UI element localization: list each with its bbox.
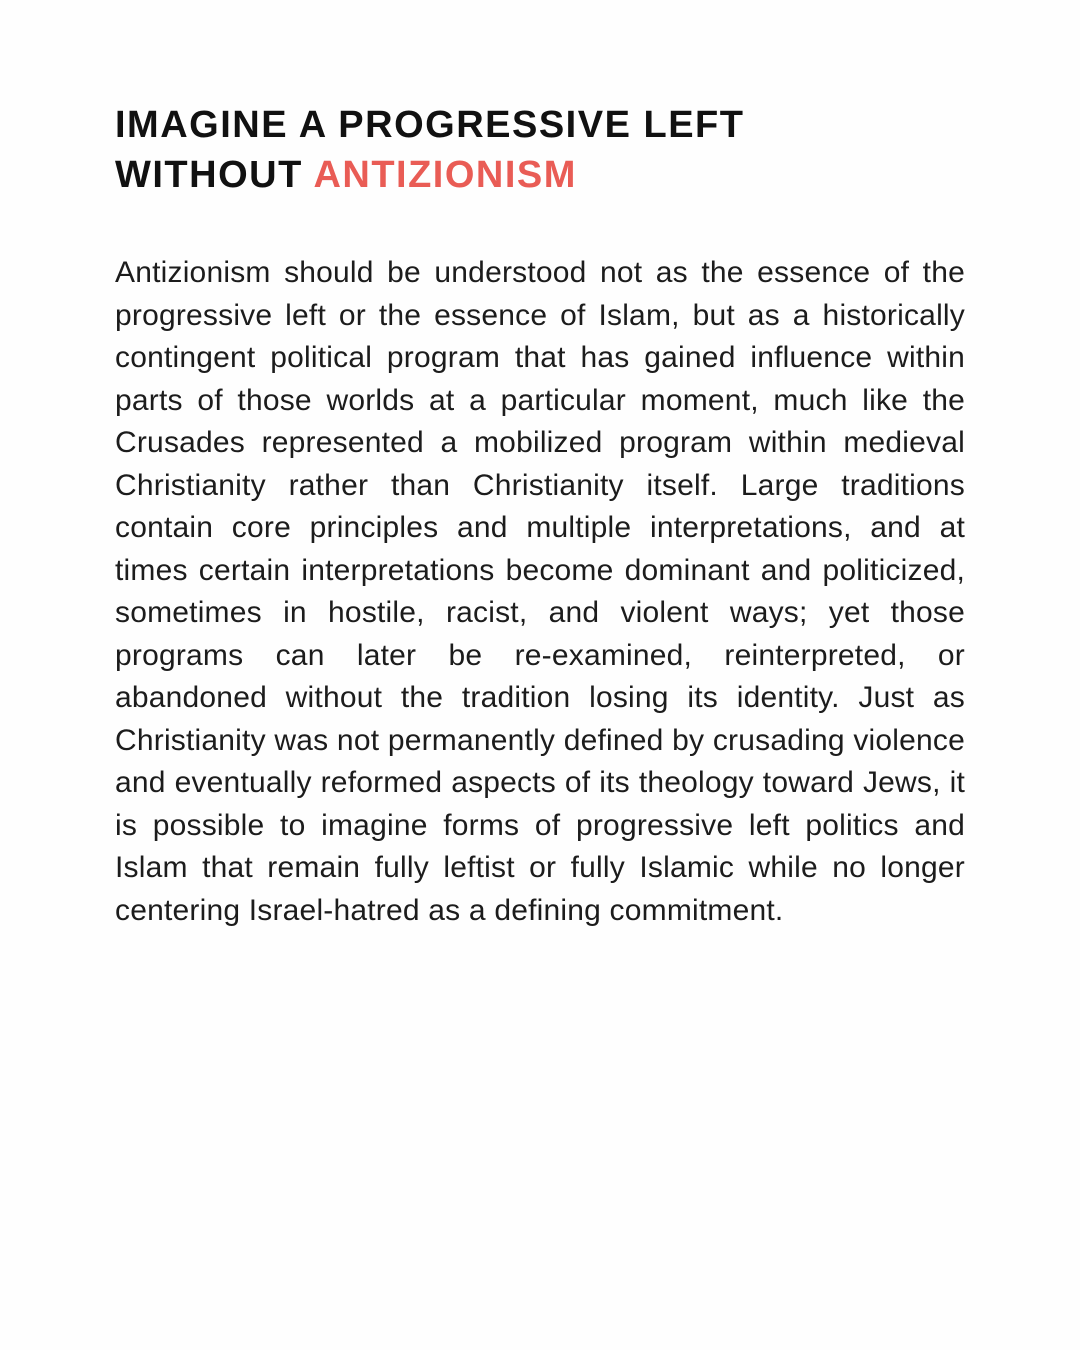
page-title-line1: IMAGINE A PROGRESSIVE LEFT	[115, 104, 745, 146]
page-title	[115, 100, 965, 200]
page-title-line2-prefix: WITHOUT	[115, 154, 314, 196]
page-title-highlight: ANTIZIONISM	[313, 154, 577, 196]
body-paragraph: Antizionism should be understood not as the essence of the progressive left or the essence of Islam, but as a historically contingent political program that has gained influence within parts of those worlds at a particular moment, much like the Crusades represented a mobilized program within medieval Christianity rather than Christianity itself. Large traditions contain core principles and multiple interpretations, and at times certain interpretations become dominant and politicized, sometimes in hostile, racist, and violent ways; yet those programs can later be re-examined, reinterpreted, or abandoned without the tradition losing its identity. Just as Christianity was not permanently defined by crusading violence and eventually reformed aspects of its theology toward Jews, it is possible to imagine forms of progressive left politics and Islam that remain fully leftist or fully Islamic while no longer centering Israel-hatred as a defining commitment.	[115, 256, 965, 927]
